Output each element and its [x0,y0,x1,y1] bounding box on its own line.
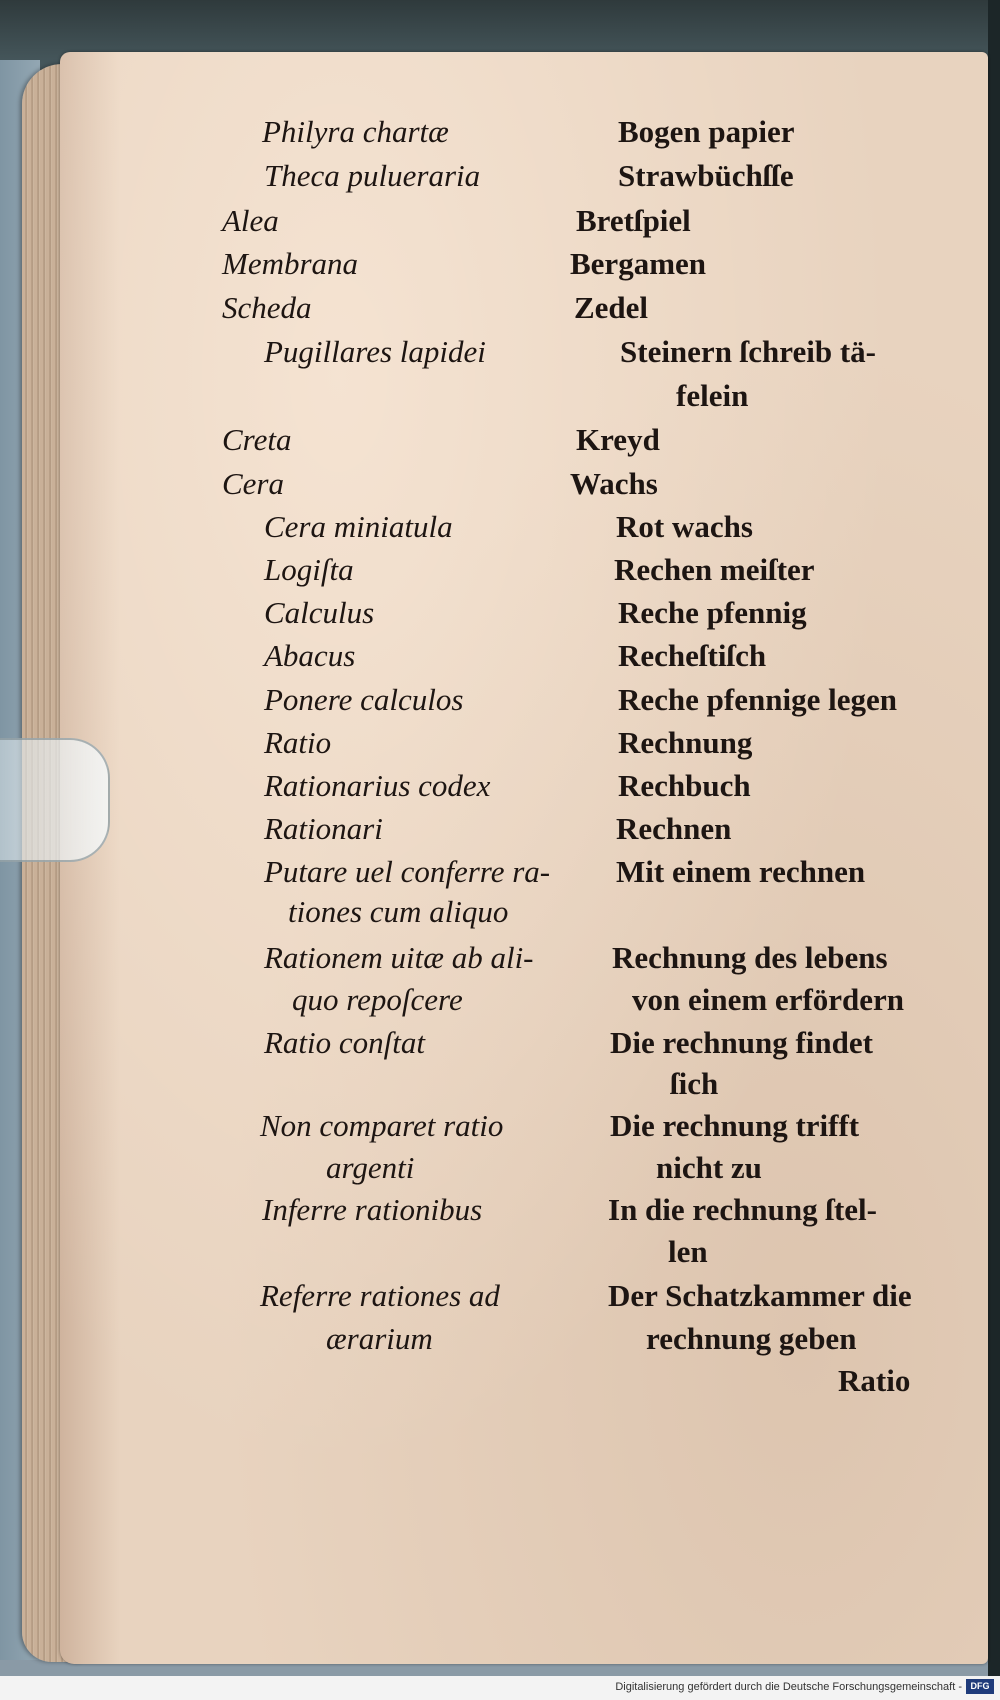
latin-term: tiones cum aliquo [288,894,509,929]
latin-term: Alea [222,203,279,238]
latin-term: ærarium [326,1321,433,1356]
german-term: Reche pfennig [618,595,807,630]
latin-term: Non comparet ratio [260,1108,504,1143]
german-term: Rechbuch [618,768,751,803]
german-term: Rechnung [618,725,753,760]
footer-credit: Digitalisierung gefördert durch die Deutsche Forschungsgemeinschaft - [615,1681,962,1693]
latin-term: Rationarius codex [264,768,491,803]
latin-term: Theca pulueraria [264,158,481,193]
german-term: Recheſtiſch [618,638,767,673]
german-term: Mit einem rechnen [616,854,866,889]
german-term: Steinern ſchreib tä- [620,334,877,369]
dfg-logo: DFG [966,1679,994,1694]
latin-term: argenti [326,1150,415,1185]
german-term: Rot wachs [616,509,753,544]
german-term: len [668,1234,708,1269]
latin-term: Scheda [222,290,312,325]
latin-term: Inferre rationibus [262,1192,483,1227]
latin-term: Logiſta [264,552,354,587]
latin-term: quo repoſcere [292,982,463,1017]
latin-term: Ponere calculos [264,682,464,717]
german-term: Rechnung des lebens [612,940,888,975]
latin-term: Philyra chartæ [262,114,449,149]
german-term: Wachs [570,466,658,501]
german-term: Bretſpiel [576,203,691,238]
german-term: Bogen papier [618,114,795,149]
german-term: von einem erfördern [632,982,905,1017]
latin-term: Cera [222,466,284,501]
german-term: Reche pfennige legen [618,682,897,717]
german-term: ſich [670,1066,719,1101]
latin-term: Ratio [264,725,332,760]
german-term: Zedel [574,290,649,325]
german-term: Strawbüchſſe [618,158,794,193]
latin-term: Abacus [264,638,356,673]
catchword: Ratio [838,1363,911,1398]
german-term: In die rechnung ſtel- [608,1192,877,1227]
latin-term: Membrana [222,246,359,281]
latin-term: Rationari [264,811,383,846]
latin-term: Creta [222,422,292,457]
german-term: Die rechnung findet [610,1025,873,1060]
latin-term: Rationem uitæ ab ali- [264,940,534,975]
latin-term: Referre rationes ad [260,1278,500,1313]
german-term: felein [676,378,749,413]
german-term: nicht zu [656,1150,762,1185]
german-term: Bergamen [570,246,707,281]
german-term: Der Schatzkammer die [608,1278,912,1313]
german-term: Kreyd [576,422,660,457]
latin-term: Putare uel conferre ra- [264,854,551,889]
german-term: rechnung geben [646,1321,857,1356]
german-term: Die rechnung trifft [610,1108,860,1143]
german-term: Rechen meiſter [614,552,815,587]
latin-term: Cera miniatula [264,509,453,544]
latin-term: Calculus [264,595,375,630]
latin-term: Ratio conſtat [264,1025,426,1060]
latin-term: Pugillares lapidei [264,334,486,369]
german-term: Rechnen [616,811,732,846]
